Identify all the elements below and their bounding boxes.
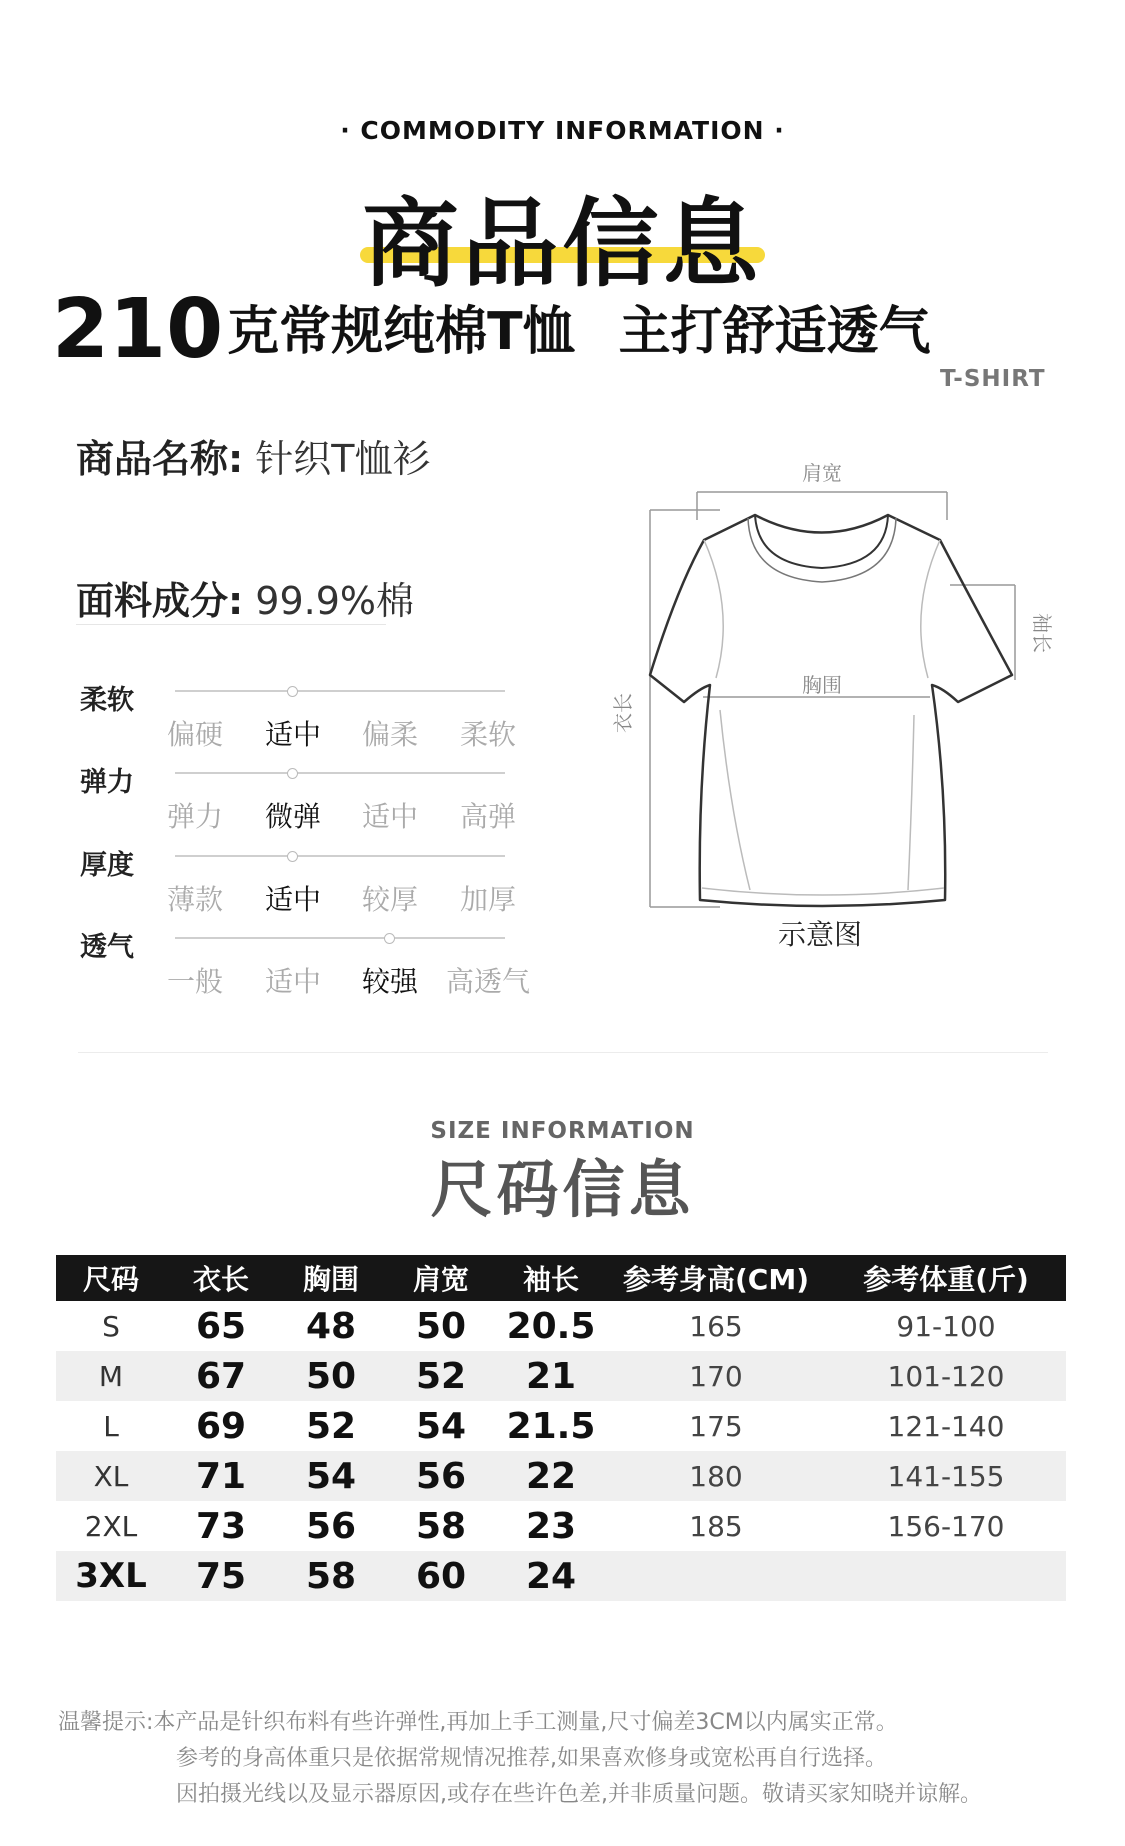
scale-track [175,937,505,939]
table-row [56,1501,1066,1551]
table-cell: 73 [195,1505,247,1547]
table-cell: 58 [276,1551,386,1601]
table-cell: 54 [415,1405,467,1447]
table-cell: 23 [525,1505,577,1547]
table-cell: M [56,1351,166,1401]
table-row [56,1451,1066,1501]
note-line-3: 因拍摄光线以及显示器原因,或存在些许色差,并非质量问题。敬请买家知晓并谅解。 [176,1782,982,1807]
scale-option: 适中 [361,800,418,833]
tagline-desc-2: 主打舒适透气 [618,302,931,362]
size-table-header-cell: 衣长 [166,1255,276,1301]
scale-track [175,855,505,857]
note-line-1: 温馨提示:本产品是针织布料有些许弹性,再加上手工测量,尺寸偏差3CM以内属实正常。 [58,1710,898,1735]
scale-option: 适中 [264,965,321,998]
size-table-header-cell: 肩宽 [386,1255,496,1301]
table-cell: 141-155 [826,1451,1066,1501]
divider-line [76,624,386,625]
scale-option: 高弹 [459,800,516,833]
table-cell: 2XL [84,1509,138,1543]
table-cell: L [103,1409,119,1443]
table-cell: 170 [606,1351,826,1401]
fabric-label: 面料成分: [76,579,244,623]
product-name-row [76,428,431,483]
table-cell: 58 [415,1505,467,1547]
table-cell: XL [56,1451,166,1501]
scale-label: 弹力 [80,767,134,798]
table-cell: 48 [305,1305,357,1347]
scale-option: 较厚 [361,883,418,916]
chest-label: 胸围 [802,673,842,697]
scale-option: 薄款 [166,883,223,916]
table-cell: 71 [166,1451,276,1501]
table-cell: 21.5 [506,1405,596,1447]
tshirt-diagram [611,461,1060,950]
table-cell: 180 [606,1451,826,1501]
scale-option: 高透气 [445,965,530,998]
tagline-weight: 210 [52,282,224,377]
scale-option: 适中 [264,718,321,751]
table-cell: 22 [496,1451,606,1501]
commodity-info-cn-title: 商品信息 [362,188,763,300]
fabric-value: 99.9%棉 [255,579,415,623]
scale-option: 柔软 [459,718,516,751]
table-cell: 21 [496,1351,606,1401]
scale-label: 透气 [80,932,134,963]
table-row [56,1401,1066,1451]
shoulder-label: 肩宽 [802,461,842,485]
table-cell: 60 [386,1551,496,1601]
table-cell: 50 [276,1351,386,1401]
table-cell: 101-120 [826,1351,1066,1401]
size-table [56,1255,1066,1601]
table-cell: 56 [386,1451,496,1501]
scale-option: 偏柔 [361,718,418,751]
table-cell: 91-100 [896,1309,996,1343]
table-cell: 56 [305,1505,357,1547]
scale-option: 一般 [166,965,223,998]
product-name-label: 商品名称: [76,437,244,481]
scale-option: 弹力 [166,800,223,833]
scale-label: 柔软 [80,685,134,716]
table-cell [826,1551,1066,1601]
table-cell: 185 [689,1509,743,1543]
product-name-value: 针织T恤衫 [255,437,431,481]
scale-marker [287,768,298,779]
tshirt-tag: T-SHIRT [940,366,1046,392]
commodity-info-en-title: · COMMODITY INFORMATION · [340,116,785,145]
table-row [56,1351,1066,1401]
size-table-header-cell: 袖长 [496,1255,606,1301]
size-table-header-cell: 参考身高(CM) [606,1255,826,1301]
table-cell: 75 [166,1551,276,1601]
fabric-row [76,570,414,625]
table-cell: 50 [415,1305,467,1347]
scale-label: 厚度 [80,850,134,881]
table-row [56,1301,1066,1351]
scale-option: 适中 [264,883,321,916]
scale-option: 加厚 [459,883,516,916]
size-table-header [56,1255,1066,1301]
scale-track [175,772,505,774]
table-cell: 52 [386,1351,496,1401]
table-cell: 52 [305,1405,357,1447]
sleeve-label: 袖长 [1030,613,1054,653]
table-cell: 175 [689,1409,743,1443]
table-cell: 156-170 [887,1509,1005,1543]
section-divider [78,1052,1048,1053]
table-cell: 121-140 [887,1409,1005,1443]
scale-option: 较强 [361,965,418,998]
tshirt-outline [650,515,1012,906]
note-line-2: 参考的身高体重只是依据常规情况推荐,如果喜欢修身或宽松再自行选择。 [176,1746,887,1771]
size-info-en-title: SIZE INFORMATION [430,1118,695,1144]
length-label: 衣长 [611,693,635,733]
size-info-cn-title: 尺码信息 [430,1153,695,1226]
size-table-header-cell: 参考体重(斤) [826,1255,1066,1301]
scale-marker [287,686,298,697]
scale-marker [384,933,395,944]
table-cell [606,1551,826,1601]
scale-track [175,690,505,692]
table-cell: S [102,1309,120,1343]
table-cell: 69 [195,1405,247,1447]
size-table-header-cell: 尺码 [56,1255,166,1301]
table-cell: 24 [496,1551,606,1601]
diagram-caption: 示意图 [777,918,862,951]
table-cell: 165 [689,1309,743,1343]
scale-option: 偏硬 [166,718,223,751]
table-cell: 3XL [56,1551,166,1601]
table-row [56,1551,1066,1601]
table-cell: 67 [166,1351,276,1401]
scale-option: 微弹 [264,800,321,833]
table-cell: 20.5 [506,1305,596,1347]
table-cell: 54 [276,1451,386,1501]
tagline-desc: 克常规纯棉T恤 [227,302,575,362]
table-cell: 65 [195,1305,247,1347]
scale-marker [287,851,298,862]
size-table-header-cell: 胸围 [276,1255,386,1301]
